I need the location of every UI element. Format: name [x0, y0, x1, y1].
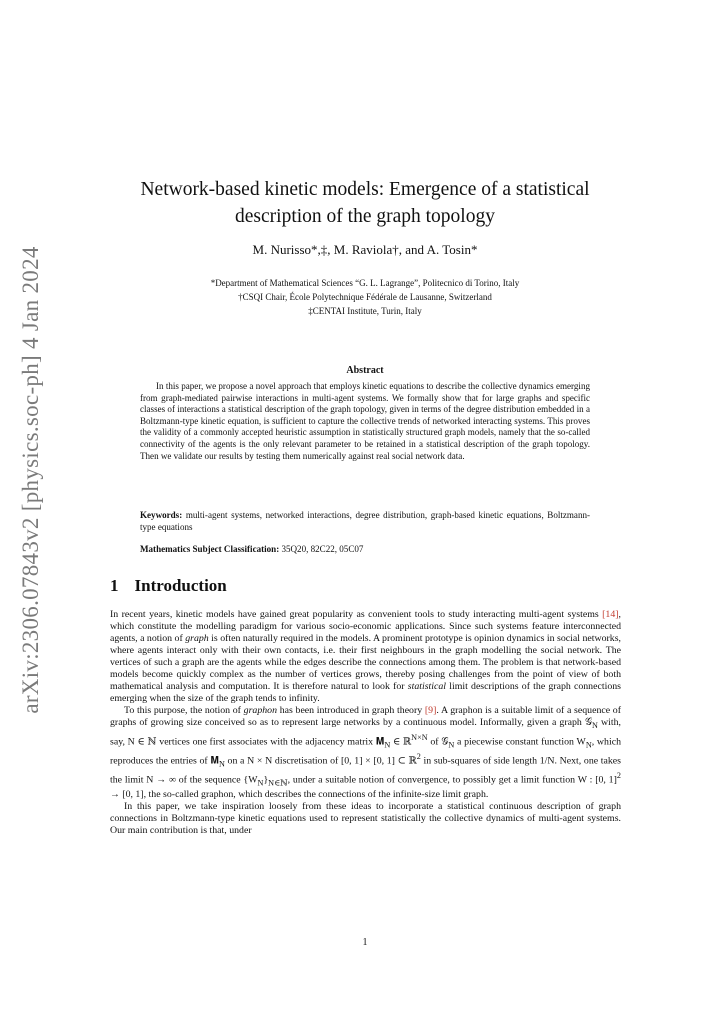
- paragraph-3: In this paper, we take inspiration loosely from these ideas to incorporate a statistical continuous description of graph connections in Boltzmann-type kinetic equations used to represent statistically the collective dynamics of multi-agent systems. Our main contribution is that, under: [110, 801, 621, 836]
- affiliations: [100, 276, 630, 318]
- section-title: Introduction: [134, 576, 227, 595]
- body-text: [110, 609, 621, 837]
- text-run: on a N × N discretisation of [0, 1] × [0, 1] ⊂ ℝ: [224, 754, 417, 766]
- citation-link[interactable]: [14]: [602, 609, 619, 620]
- arxiv-side-label: [0, 0, 60, 1019]
- emphasis: statistical: [407, 680, 447, 692]
- paragraph-1: [110, 609, 621, 705]
- keywords: [140, 510, 590, 533]
- affiliation-1: *Department of Mathematical Sciences “G. L. Lagrange”, Politecnico di Torino, Italy: [210, 278, 520, 288]
- msc-label: Mathematics Subject Classification:: [140, 544, 280, 554]
- title-line-2: description of the graph topology: [235, 206, 495, 227]
- text-run: , which constitute the modelling paradigm for various socio-economic applications. Since such systems feature interconnected agents, a notion of: [110, 609, 621, 644]
- paragraph-2: [110, 705, 621, 801]
- text-run: }: [263, 774, 269, 786]
- emphasis: graph: [185, 632, 209, 644]
- text-run: is often naturally required in the models. A prominent prototype is opinion dynamics in social networks, where agents interact only with their own contacts, i.e. their first neighbours in the graph modelling the social network. The vertices of such a graph are the agents while the edges describe the connections among them. The problem is that network-based models become quickly complex as the number of vertices grows, thereby posing challenges from the point of view of both mathematical analysis and computation. It is therefore natural to look for: [110, 632, 621, 692]
- affiliation-2: †CSQI Chair, École Polytechnique Fédérale de Lausanne, Switzerland: [238, 292, 492, 302]
- msc: [140, 544, 590, 554]
- subscript: N: [591, 720, 598, 730]
- text-run: a piecewise constant function W: [454, 735, 586, 747]
- superscript: N×N: [411, 732, 428, 742]
- subscript: N: [218, 758, 225, 768]
- text-run: To this purpose, the notion of: [124, 704, 244, 716]
- msc-text: 35Q20, 82C22, 05C07: [281, 544, 364, 554]
- authors: M. Nurisso*,‡, M. Raviola†, and A. Tosin*: [252, 242, 478, 257]
- text-run: , under a suitable notion of convergence, to possibly get a limit function W : [0, 1]: [287, 774, 617, 786]
- abstract-text: In this paper, we propose a novel approach that employs kinetic equations to describe the collective dynamics emerging from graph-mediated pairwise interactions in multi-agent systems. We formally show that for large graphs and specific classes of interactions a statistical description of the graph topology, given in terms of the degree distribution embedded in a Boltzmann-type kinetic equation, is sufficient to capture the collective trends of networked interacting systems. This proves the validity of a commonly accepted heuristic assumption in statistically structured graph models, namely that the so-called connectivity of the agents is the only relevant parameter to be retained in a statistical description of the graph topology. Then we validate our results by testing them numerically against real social network data.: [140, 381, 590, 461]
- text-run: in sub-squares of side length 1/N. Next, one takes the limit N → ∞ of the sequence {W: [110, 754, 622, 786]
- text-run: with, say, N ∈ ℕ vertices one first associates with the adjacency matrix 𝐌: [110, 716, 621, 747]
- keywords-text: multi-agent systems, networked interactions, degree distribution, graph-based kinetic equations, Boltzmann-type equations: [140, 510, 591, 532]
- text-run: . A graphon is a suitable limit of a sequence of graphs of growing size conceived so as to represent large networks by a continuous model. Informally, given a graph 𝒢: [110, 704, 622, 728]
- text-run: → [0, 1], the so-called graphon, which describes the connections of the infinite-size limit graph.: [110, 789, 489, 801]
- keywords-label: Keywords:: [140, 510, 183, 520]
- arxiv-identifier: arXiv:2306.07843v2 [physics.soc-ph] 4 Jan 2024: [18, 246, 43, 714]
- superscript: 2: [416, 751, 421, 761]
- superscript: 2: [616, 770, 621, 780]
- section-heading: [110, 576, 227, 596]
- text-run: ∈ ℝ: [390, 735, 412, 747]
- text-run: of 𝒢: [427, 735, 449, 747]
- emphasis: graphon: [243, 704, 278, 716]
- text-run: has been introduced in graph theory: [277, 704, 425, 716]
- paper-title: [100, 176, 630, 230]
- page-number: 1: [362, 937, 368, 948]
- citation-link[interactable]: [9]: [424, 704, 437, 716]
- title-line-1: Network-based kinetic models: Emergence of a statistical: [140, 179, 590, 200]
- text-run: limit descriptions of the graph connections emerging when the size of the graph tends to infinity.: [110, 680, 621, 704]
- subscript: N: [257, 778, 264, 788]
- affiliation-3: ‡CENTAI Institute, Turin, Italy: [308, 306, 422, 316]
- subscript: N∈ℕ: [268, 778, 288, 788]
- abstract-heading: Abstract: [346, 365, 384, 376]
- subscript: N: [384, 739, 391, 749]
- subscript: N: [585, 739, 592, 749]
- text-run: , which reproduces the entries of 𝐌: [110, 735, 621, 766]
- section-number: 1: [110, 576, 119, 595]
- subscript: N: [448, 739, 455, 749]
- text-run: In recent years, kinetic models have gained great popularity as convenient tools to study interacting multi-agent systems: [110, 609, 603, 620]
